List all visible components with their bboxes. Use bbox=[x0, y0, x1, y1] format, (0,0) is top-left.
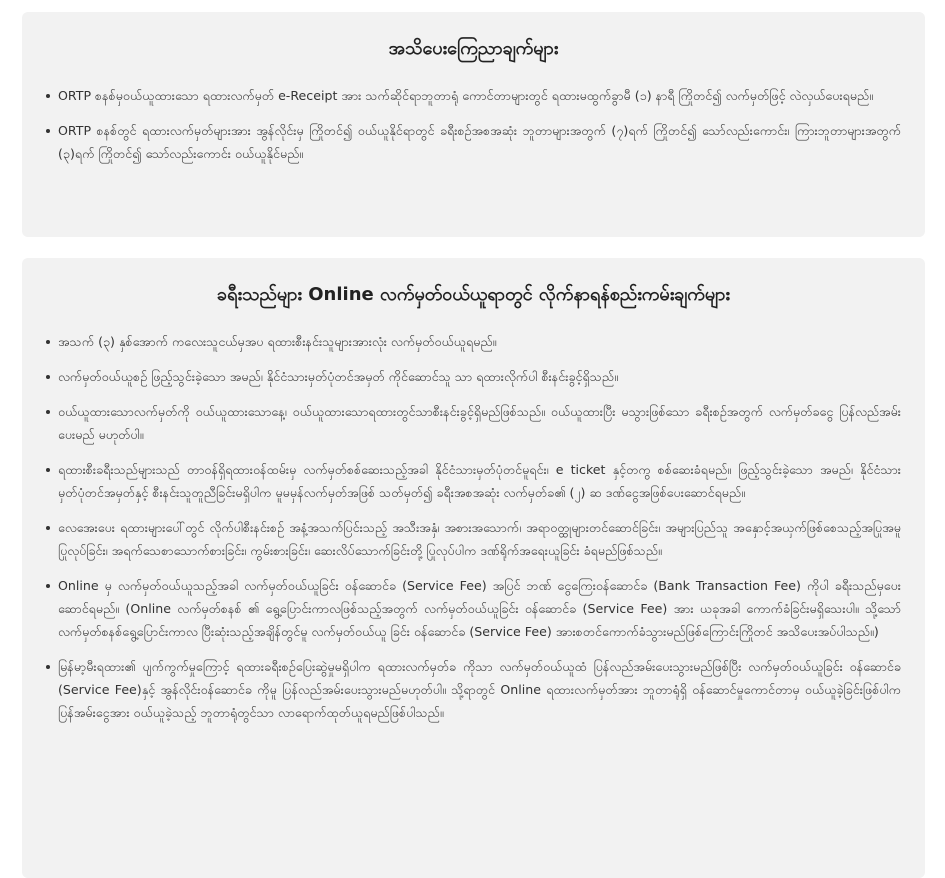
list-item: ဝယ်ယူထားသောလက်မှတ်ကို ဝယ်ယူထားသောနေ့၊ ဝယ်ယူထားသောရထားတွင်သာစီးနင်းခွင့်ရှိမည်ဖြစ်သည်။ ဝယ်ယူထားပြီး မသွားဖြစ်သော ခရီးစဉ်အတွက် လက်မှတ်ခငွေ ပြန်လည်အမ်းပေးမည် မဟုတ်ပါ။ bbox=[58, 400, 901, 446]
terms-list bbox=[22, 330, 925, 724]
list-item: ORTP စနစ်တွင် ရထားလက်မှတ်များအား အွန်လိုင်းမှ ကြိုတင်၍ ဝယ်ယူနိုင်ရာတွင် ခရီးစဉ်အစအဆုံး ဘူတာများအတွက် (၇)ရက် ကြိုတင်၍ သော်လည်းကောင်း၊ ကြားဘူတာများအတွက် (၃)ရက် ကြိုတင်၍ သော်လည်းကောင်း ဝယ်ယူနိုင်မည်။ bbox=[58, 119, 901, 165]
list-item: ရထားစီးခရီးသည်များသည် တာဝန်ရှိရထားဝန်ထမ်းမှ လက်မှတ်စစ်ဆေးသည့်အခါ နိုင်ငံသားမှတ်ပုံတင်မူရင်း၊ e ticket နှင့်တကွ စစ်ဆေးခံရမည်။ ဖြည့်သွင်းခဲ့သော အမည်၊ နိုင်ငံသားမှတ်ပုံတင်အမှတ်နှင့် စီးနင်းသူတူညီခြင်းမရှိပါက မူမမှန်လက်မှတ်အဖြစ် သတ်မှတ်၍ ခရီးအစအဆုံး လက်မှတ်ခ၏ (၂) ဆ ဒဏ်ငွေအဖြစ်ပေးဆောင်ရမည်။ bbox=[58, 458, 901, 504]
list-item: လက်မှတ်ဝယ်ယူစဉ် ဖြည့်သွင်းခဲ့သော အမည်၊ နိုင်ငံသားမှတ်ပုံတင်အမှတ် ကိုင်ဆောင်သူ သာ ရထားလိုက်ပါ စီးနင်းခွင့်ရှိသည်။ bbox=[58, 365, 901, 388]
list-item: ORTP စနစ်မှဝယ်ယူထားသော ရထားလက်မှတ် e-Receipt အား သက်ဆိုင်ရာဘူတာရုံ ကောင်တာများတွင် ရထားမထွက်ခွာမီ (၁) နာရီ ကြိုတင်၍ လက်မှတ်ဖြင့် လဲလှယ်ပေးရမည်။ bbox=[58, 84, 901, 107]
terms-title: ခရီးသည်များ Online လက်မှတ်ဝယ်ယူရာတွင် လိုက်နာရန်စည်းကမ်းချက်များ bbox=[217, 284, 730, 305]
notice-title: အသိပေးကြေညာချက်များ bbox=[388, 38, 559, 59]
list-item: Online မှ လက်မှတ်ဝယ်ယူသည့်အခါ လက်မှတ်ဝယ်ယူခြင်း ဝန်ဆောင်ခ (Service Fee) အပြင် ဘဏ် ငွေကြေးဝန်ဆောင်ခ (Bank Transaction Fee) ကိုပါ ခရီးသည်မှပေးဆောင်ရမည်။ (Online လက်မှတ်စနစ် ၏ ရွေ့ပြောင်းကာလဖြစ်သည့်အတွက် လက်မှတ်ဝယ်ယူခြင်း ဝန်ဆောင်ခ (Service Fee) အား ယခုအခါ ကောက်ခံခြင်းမရှိသေးပါ။ သို့သော် လက်မှတ်စနစ်ရွေ့ပြောင်းကာလ ပြီးဆုံးသည့်အချိန်တွင်မူ လက်မှတ်ဝယ်ယူ ခြင်း ဝန်ဆောင်ခ (Service Fee) အားစတင်ကောက်ခံသွားမည်ဖြစ်ကြောင်းကြိုတင် အသိပေးအပ်ပါသည်။) bbox=[58, 574, 901, 643]
notice-list bbox=[22, 84, 925, 165]
list-item: လေအေးပေး ရထားများပေါ်တွင် လိုက်ပါစီးနင်းစဉ် အနံ့အသက်ပြင်းသည့် အသီးအနှံ၊ အစားအသောက်၊ အရာဝတ္ထုများတင်ဆောင်ခြင်း၊ အများပြည်သူ အနှောင့်အယှက်ဖြစ်စေသည့်အပြုအမူပြုလုပ်ခြင်း၊ အရက်သေစာသောက်စားခြင်း၊ ကွမ်းစားခြင်း၊ ဆေးလိပ်သောက်ခြင်းတို့ ပြုလုပ်ပါက ဒဏ်ရိုက်အရေးယူခြင်း ခံရမည်ဖြစ်သည်။ bbox=[58, 516, 901, 562]
list-item: မြန်မာ့မီးရထား၏ ပျက်ကွက်မှုကြောင့် ရထားခရီးစဉ်ပြေးဆွဲမှုမရှိပါက ရထားလက်မှတ်ခ ကိုသာ လက်မှတ်ဝယ်ယူထံ ပြန်လည်အမ်းပေးသွားမည်ဖြစ်ပြီး လက်မှတ်ဝယ်ယူခြင်း ဝန်ဆောင်ခ (Service Fee)နှင့် အွန်လိုင်းဝန်ဆောင်ခ ကိုမူ ပြန်လည်အမ်းပေးသွားမည်မဟုတ်ပါ။ သို့ရာတွင် Online ရထားလက်မှတ်အား ဘူတာရုံရှိ ဝန်ဆောင်မှုကောင်တာမှ ဝယ်ယူခဲ့ခြင်းဖြစ်ပါက ပြန်အမ်းငွေအား ဝယ်ယူခဲ့သည့် ဘူတာရုံတွင်သာ လာရောက်ထုတ်ယူရမည်ဖြစ်ပါသည်။ bbox=[58, 655, 901, 724]
list-item: အသက် (၃) နှစ်အောက် ကလေးသူငယ်မှအပ ရထားစီးနင်းသူများအားလုံး လက်မှတ်ဝယ်ယူရမည်။ bbox=[58, 330, 901, 353]
notice-card bbox=[22, 12, 925, 237]
terms-card bbox=[22, 258, 925, 878]
